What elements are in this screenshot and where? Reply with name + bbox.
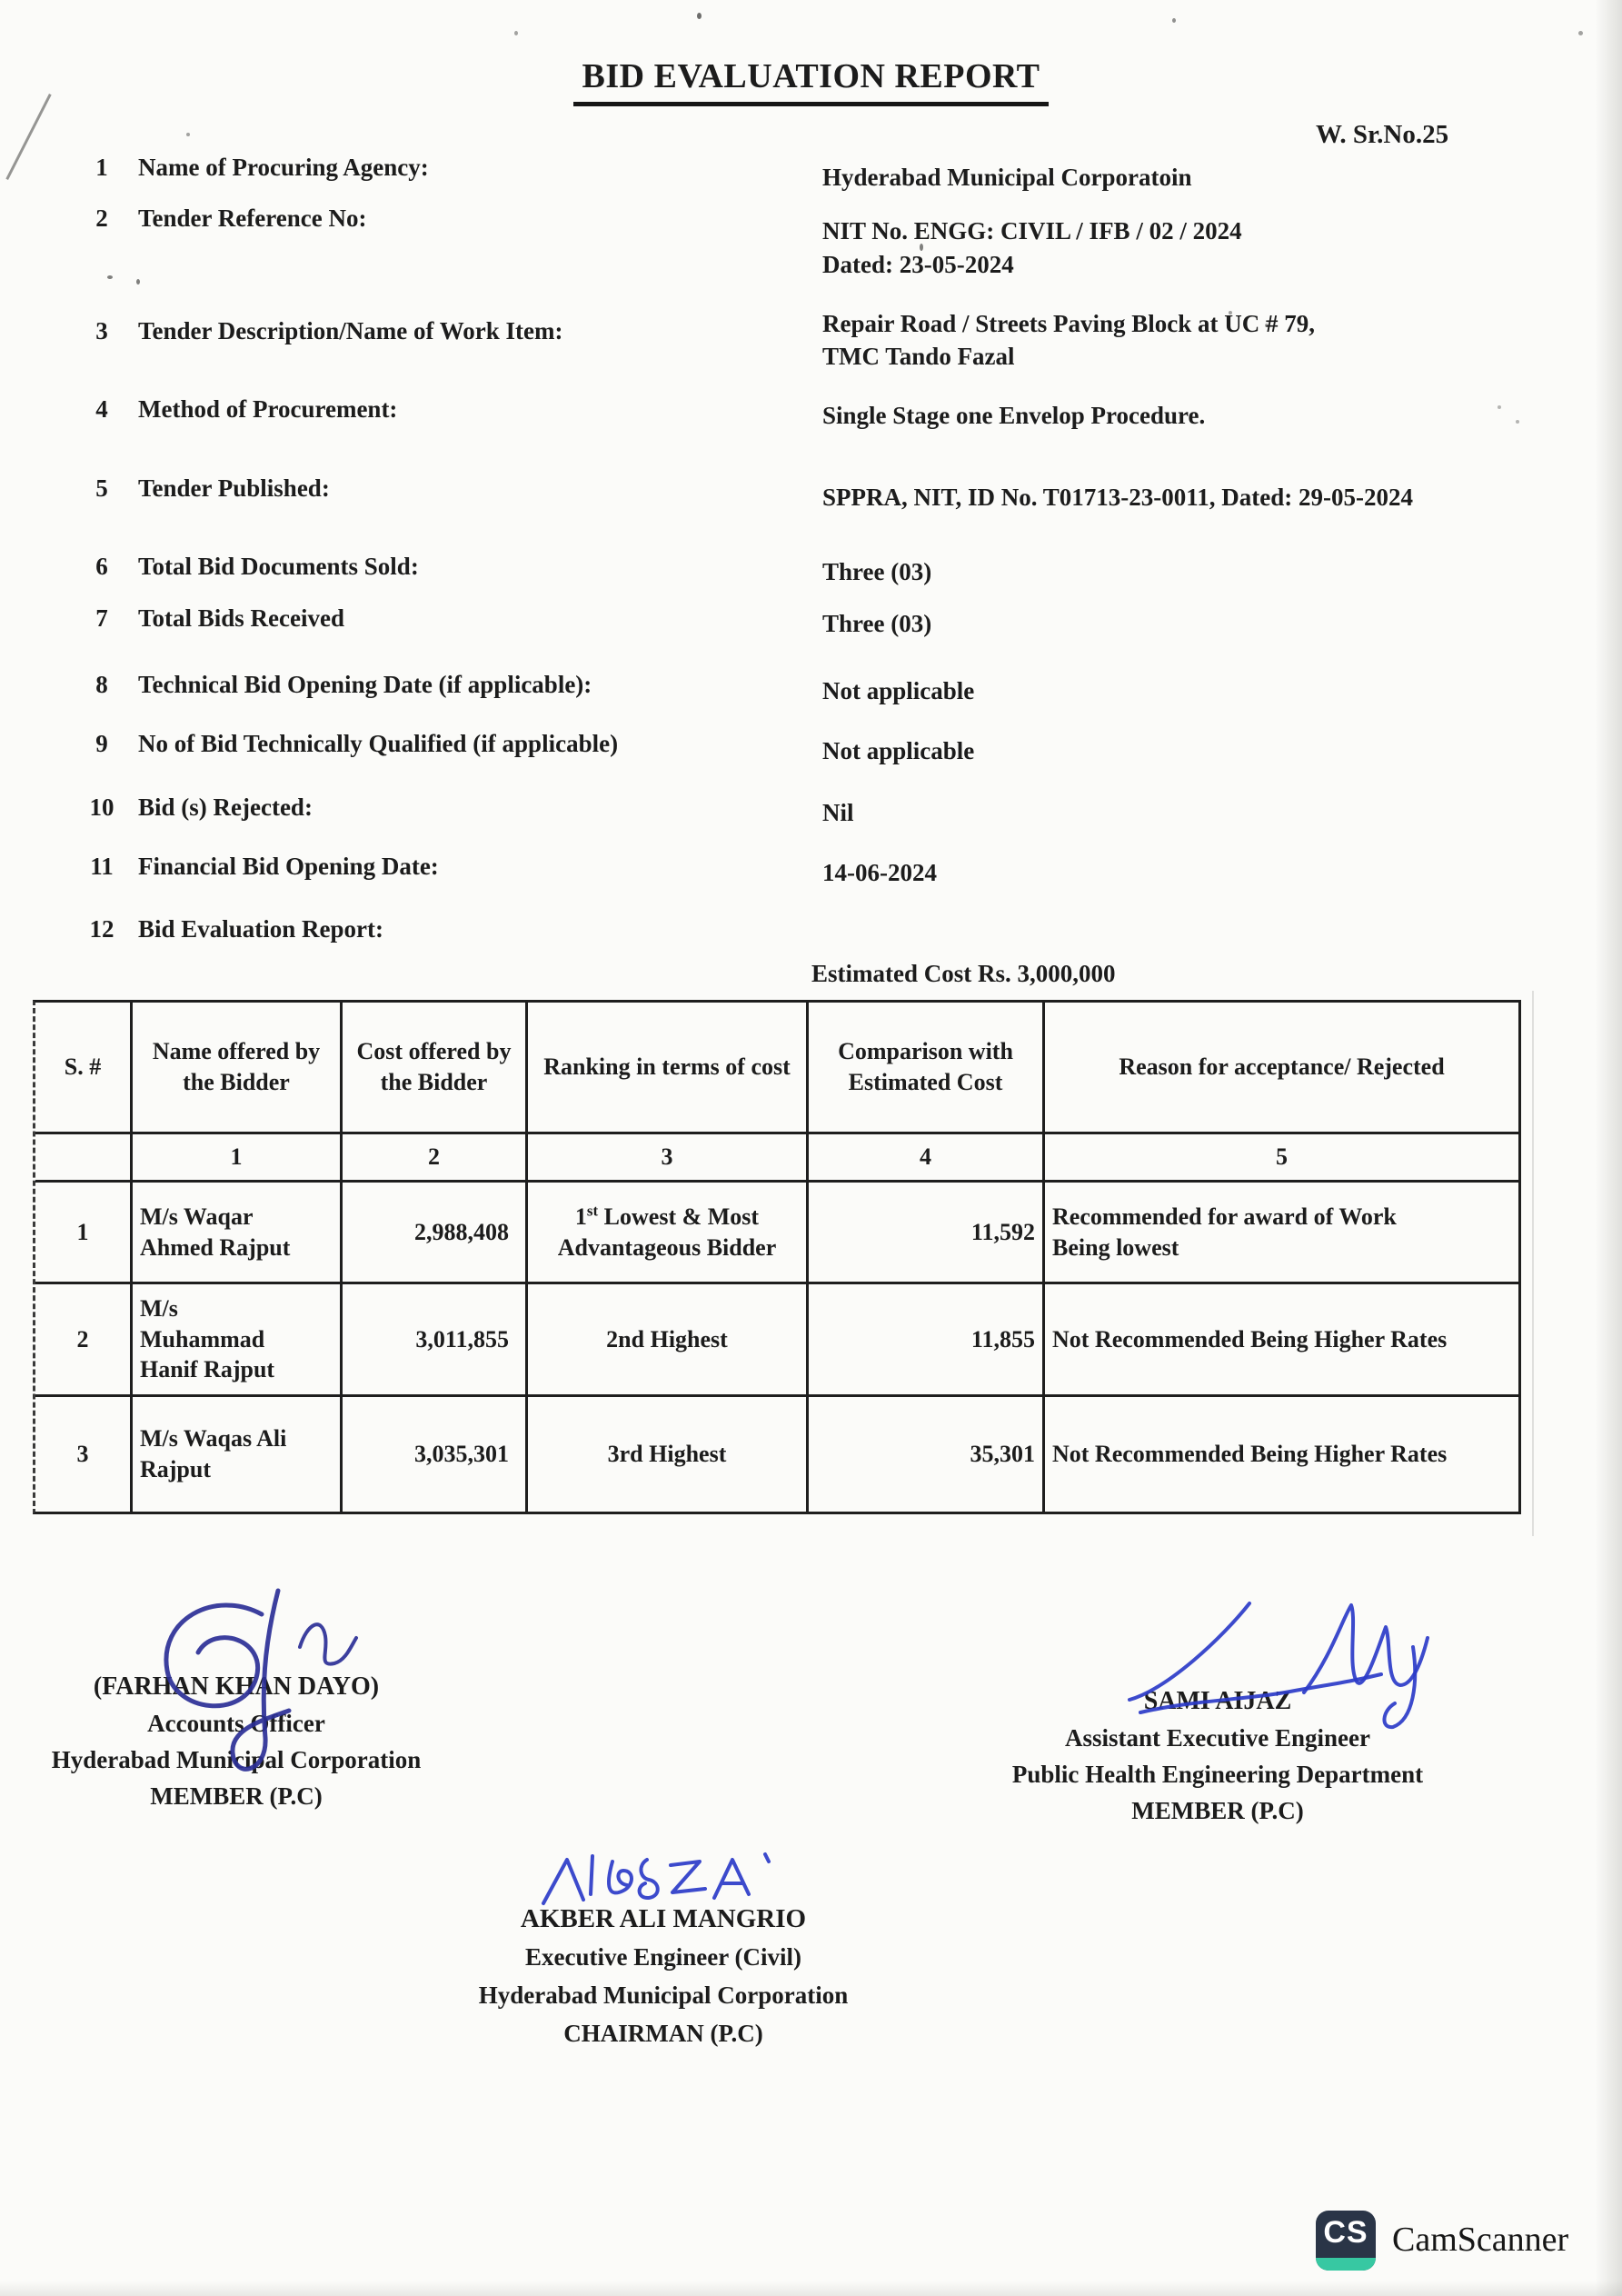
index-cell: 4: [809, 1134, 1045, 1183]
index-cell: 1: [133, 1134, 343, 1183]
item-label: Name of Procuring Agency:: [138, 154, 429, 181]
cell-bidder-name: [133, 1397, 343, 1512]
scan-speck: [1498, 405, 1501, 409]
signatory-role: CHAIRMAN (P.C): [563, 2020, 763, 2047]
scan-speck: [1516, 420, 1519, 424]
signatory-title: Accounts Officer: [147, 1710, 325, 1737]
index-cell: 5: [1045, 1134, 1518, 1183]
reason-text: Not Recommended Being Higher Rates: [1052, 1325, 1448, 1353]
signatory-org: Public Health Engineering Department: [1011, 1761, 1424, 1788]
estimated-cost-line: Estimated Cost Rs. 3,000,000: [811, 960, 1116, 987]
item-value: 14-06-2024: [822, 859, 937, 886]
signatory-name: SAMI AIJAZ: [1143, 1687, 1292, 1715]
paper-crease: [1532, 991, 1534, 1536]
item-value: Three (03): [822, 558, 932, 585]
item-number: 8: [95, 671, 108, 698]
signatory-org: Hyderabad Municipal Corporation: [51, 1746, 422, 1773]
th-comparison: Comparison with Estimated Cost: [809, 1003, 1045, 1134]
item-number: 5: [95, 474, 108, 502]
item-value: Dated: 23-05-2024: [822, 251, 1014, 278]
bid-evaluation-table: [33, 1000, 1521, 1514]
cell-sn: 3: [35, 1397, 133, 1512]
signature-ink-sami: [1113, 1583, 1458, 1738]
index-cell: 3: [528, 1134, 809, 1183]
item-number: 9: [95, 730, 108, 757]
signature-ink-akber: [536, 1847, 781, 1915]
item-number: 12: [89, 915, 114, 943]
camscanner-brand-text: CamScanner: [1392, 2221, 1569, 2259]
th-ranking: Ranking in terms of cost: [528, 1003, 809, 1134]
cell-reason: [1045, 1397, 1518, 1512]
paper-edge-shadow-bottom: [0, 2281, 1622, 2296]
item-label: Technical Bid Opening Date (if applicable):: [138, 671, 592, 698]
item-value: TMC Tando Fazal: [822, 343, 1015, 370]
th-bidder: Name offered by the Bidder: [133, 1003, 343, 1134]
scan-speck: [697, 13, 702, 19]
camscanner-logo-strip: [1316, 2258, 1376, 2271]
cell-comparison: 11,592: [809, 1183, 1045, 1284]
cell-comparison: 11,855: [809, 1284, 1045, 1397]
bidder-name-text: M/s Waqas Ali Rajput: [140, 1425, 287, 1482]
scan-speck: [107, 275, 113, 279]
cell-ranking: [528, 1397, 809, 1512]
cell-cost: 3,011,855: [343, 1284, 528, 1397]
item-number: 3: [95, 317, 108, 344]
scan-speck: [514, 31, 518, 35]
item-label: Financial Bid Opening Date:: [138, 853, 439, 880]
paper-edge-shadow-right: [1595, 0, 1622, 2296]
cell-cost: 2,988,408: [343, 1183, 528, 1284]
item-label: Total Bids Received: [138, 604, 345, 632]
signatory-name: AKBER ALI MANGRIO: [520, 1904, 807, 1933]
index-cell-empty: [35, 1134, 133, 1183]
signature-ink-farhan: [127, 1583, 400, 1802]
ranking-text: 3rd Highest: [607, 1441, 727, 1468]
th-cost: Cost offered by the Bidder: [343, 1003, 528, 1134]
item-number: 10: [89, 794, 114, 821]
th-reason: Reason for acceptance/ Rejected: [1045, 1003, 1518, 1134]
scan-speck: [1172, 18, 1176, 23]
index-cell: 2: [343, 1134, 528, 1183]
signatory-org: Hyderabad Municipal Corporation: [478, 1982, 849, 2009]
bidder-name-text: M/s Muhammad Hanif Rajput: [140, 1294, 275, 1383]
cell-bidder-name: [133, 1284, 343, 1397]
item-value: Repair Road / Streets Paving Block at UC # 79,: [822, 310, 1315, 337]
scan-speck: [1578, 31, 1583, 35]
cell-comparison: 35,301: [809, 1397, 1045, 1512]
item-number: 7: [95, 604, 108, 632]
scan-artifact-line: [5, 94, 51, 180]
th-sn: S. #: [35, 1003, 133, 1134]
signatory-title: Executive Engineer (Civil): [525, 1943, 801, 1971]
cell-cost: 3,035,301: [343, 1397, 528, 1512]
item-value: NIT No. ENGG: CIVIL / IFB / 02 / 2024: [822, 217, 1242, 245]
item-number: 11: [90, 853, 114, 880]
item-number: 6: [95, 553, 108, 580]
ranking-text: 1st Lowest & Most Advantageous Bidder: [557, 1202, 777, 1261]
signatory-name: (FARHAN KHAN DAYO): [93, 1672, 380, 1701]
bidder-name-text: M/s Waqar Ahmed Rajput: [140, 1203, 291, 1261]
item-value: Three (03): [822, 610, 932, 637]
ranking-text: 2nd Highest: [606, 1325, 728, 1353]
scan-speck: [136, 279, 140, 285]
item-value: Not applicable: [822, 737, 975, 764]
camscanner-logo-letters: CS: [1323, 2215, 1368, 2250]
cell-sn: 1: [35, 1183, 133, 1284]
item-label: Bid (s) Rejected:: [138, 794, 313, 821]
reason-text: Recommended for award of Work Being lowest: [1052, 1203, 1397, 1261]
signatory-role: MEMBER (P.C): [150, 1782, 323, 1810]
item-value: SPPRA, NIT, ID No. T01713-23-0011, Dated: 29-05-2024: [822, 484, 1413, 511]
signatory-role: MEMBER (P.C): [1131, 1797, 1304, 1824]
item-label: Tender Published:: [138, 474, 330, 502]
item-number: 2: [95, 205, 108, 232]
item-label: Method of Procurement:: [138, 395, 398, 423]
serial-number: W. Sr.No.25: [1316, 120, 1449, 149]
item-label: Bid Evaluation Report:: [138, 915, 384, 943]
item-value: Nil: [822, 799, 854, 826]
page-title: BID EVALUATION REPORT: [573, 56, 1050, 106]
cell-ranking: [528, 1284, 809, 1397]
item-label: No of Bid Technically Qualified (if applicable): [138, 730, 619, 757]
scan-speck: [186, 133, 190, 136]
item-label: Total Bid Documents Sold:: [138, 553, 419, 580]
item-label: Tender Reference No:: [138, 205, 367, 232]
item-number: 1: [95, 154, 108, 181]
reason-text: Not Recommended Being Higher Rates: [1052, 1441, 1448, 1468]
item-value: Not applicable: [822, 677, 975, 704]
item-value: Hyderabad Municipal Corporatoin: [822, 164, 1192, 191]
cell-sn: 2: [35, 1284, 133, 1397]
item-number: 4: [95, 395, 108, 423]
item-label: Tender Description/Name of Work Item:: [138, 317, 563, 344]
item-value: Single Stage one Envelop Procedure.: [822, 402, 1206, 429]
signatory-block-chairman: [427, 1900, 900, 2052]
cell-bidder-name: [133, 1183, 343, 1284]
signatory-title: Assistant Executive Engineer: [1065, 1724, 1370, 1752]
cell-reason: [1045, 1183, 1518, 1284]
camscanner-logo-icon: [1316, 2211, 1376, 2271]
cell-ranking: [528, 1183, 809, 1284]
cell-reason: [1045, 1284, 1518, 1397]
